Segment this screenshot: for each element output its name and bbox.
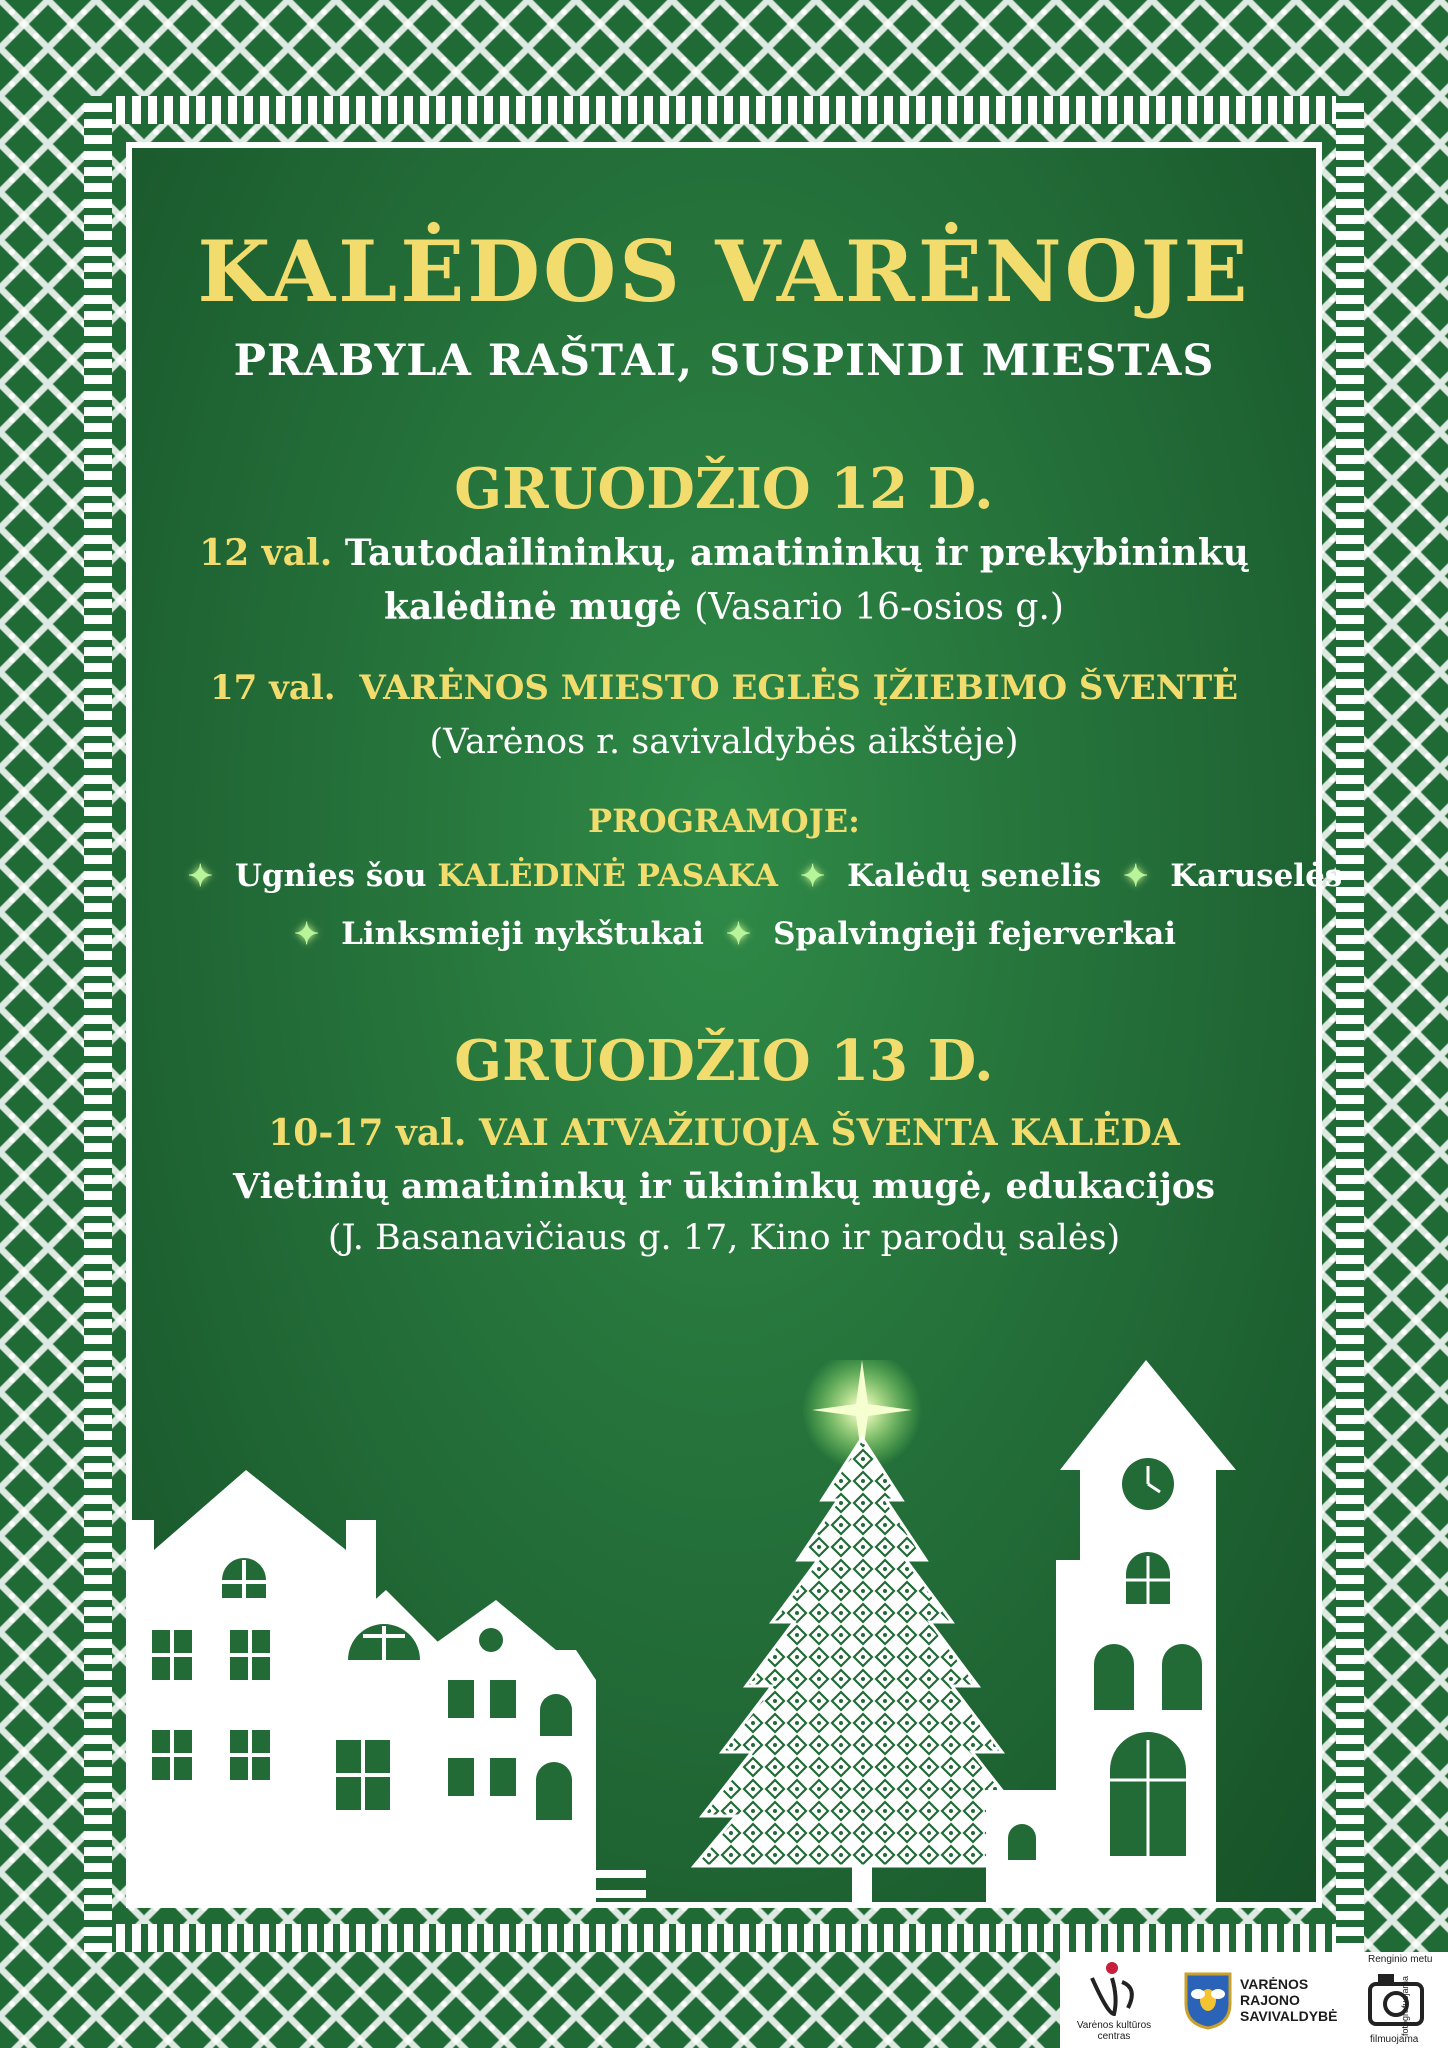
program-row-1 [30, 858, 1448, 894]
day2-event-time: 10-17 val. [268, 1112, 467, 1154]
municipality-coat-of-arms-icon [1184, 1972, 1232, 2030]
day1-event1-line2 [0, 586, 1448, 628]
program-item5: Spalvingieji fejerverkai [773, 916, 1177, 952]
clock-tower-icon [986, 1360, 1236, 1908]
sparkle-icon: ✦ [293, 917, 320, 952]
day1-event1-time: 12 val. [199, 532, 333, 574]
sparkle-icon: ✦ [187, 859, 213, 894]
day2-event-title: VAI ATVAŽIUOJA ŠVENTA KALĖDA [478, 1112, 1180, 1154]
border-stripe-bottom [84, 1924, 1364, 1952]
logo2-line1: VARĖNOS [1240, 1976, 1309, 1992]
program-item2: Kalėdų senelis [847, 858, 1102, 894]
day1-event1-place: (Vasario 16-osios g.) [694, 587, 1064, 628]
poster-title: KALĖDOS VARĖNOJE [197, 222, 1251, 321]
logo1-text: Varėnos kultūros centras [1076, 2020, 1152, 2042]
program-row-2 [0, 916, 1448, 952]
sparkle-icon: ✦ [725, 917, 752, 952]
day2-event-line [0, 1112, 1448, 1154]
day1-event1-line1 [0, 532, 1448, 574]
logo3-side: fotografuojama [1400, 1976, 1410, 2037]
logo2-line3: SAVIVALDYBĖ [1240, 2008, 1338, 2024]
kultura-centras-logo-icon [1078, 1958, 1148, 2018]
christmas-tree-icon [694, 1438, 1030, 1908]
day1-event2-title: VARĖNOS MIESTO EGLĖS ĮŽIEBIMO ŠVENTĖ [359, 668, 1239, 708]
winter-town-illustration [126, 1360, 1322, 1908]
program-item1-prefix: Ugnies šou [234, 858, 427, 894]
day1-event2-place: (Varėnos r. savivaldybės aikštėje) [429, 722, 1019, 762]
logo3-top: Renginio metu [1368, 1954, 1433, 1965]
day1-event1-text-b: kalėdinė mugė [384, 586, 682, 628]
footer-logos [1060, 1952, 1448, 2048]
program-label: PROGRAMOJE: [588, 802, 860, 840]
logo2-line2: RAJONO [1240, 1992, 1300, 2008]
left-houses-icon [126, 1470, 646, 1908]
day2-event-desc: Vietinių amatininkų ir ūkininkų mugė, edukacijos [233, 1166, 1215, 1207]
day1-event2-line [0, 668, 1448, 708]
border-stripe-top [84, 96, 1364, 124]
program-item1-highlight: KALĖDINĖ PASAKA [437, 858, 778, 894]
sparkle-icon: ✦ [799, 859, 826, 894]
day1-event2-time: 17 val. [209, 668, 336, 708]
camera-notice-icon [1366, 1968, 1430, 2037]
day2-heading: GRUODŽIO 13 D. [454, 1028, 994, 1094]
day1-event1-text-a: Tautodailininkų, amatininkų ir prekybininkų [344, 532, 1249, 574]
day1-heading: GRUODŽIO 12 D. [454, 456, 994, 522]
program-item3: Karuselės [1170, 858, 1343, 894]
sparkle-icon: ✦ [1123, 859, 1149, 894]
logo3-bottom: filmuojama [1370, 2034, 1419, 2045]
logo2-text [1240, 1976, 1338, 2024]
poster-subtitle: PRABYLA RAŠTAI, SUSPINDI MIESTAS [233, 336, 1215, 386]
program-item4: Linksmieji nykštukai [341, 916, 704, 952]
day2-event-place: (J. Basanavičiaus g. 17, Kino ir parodų salės) [327, 1218, 1121, 1258]
